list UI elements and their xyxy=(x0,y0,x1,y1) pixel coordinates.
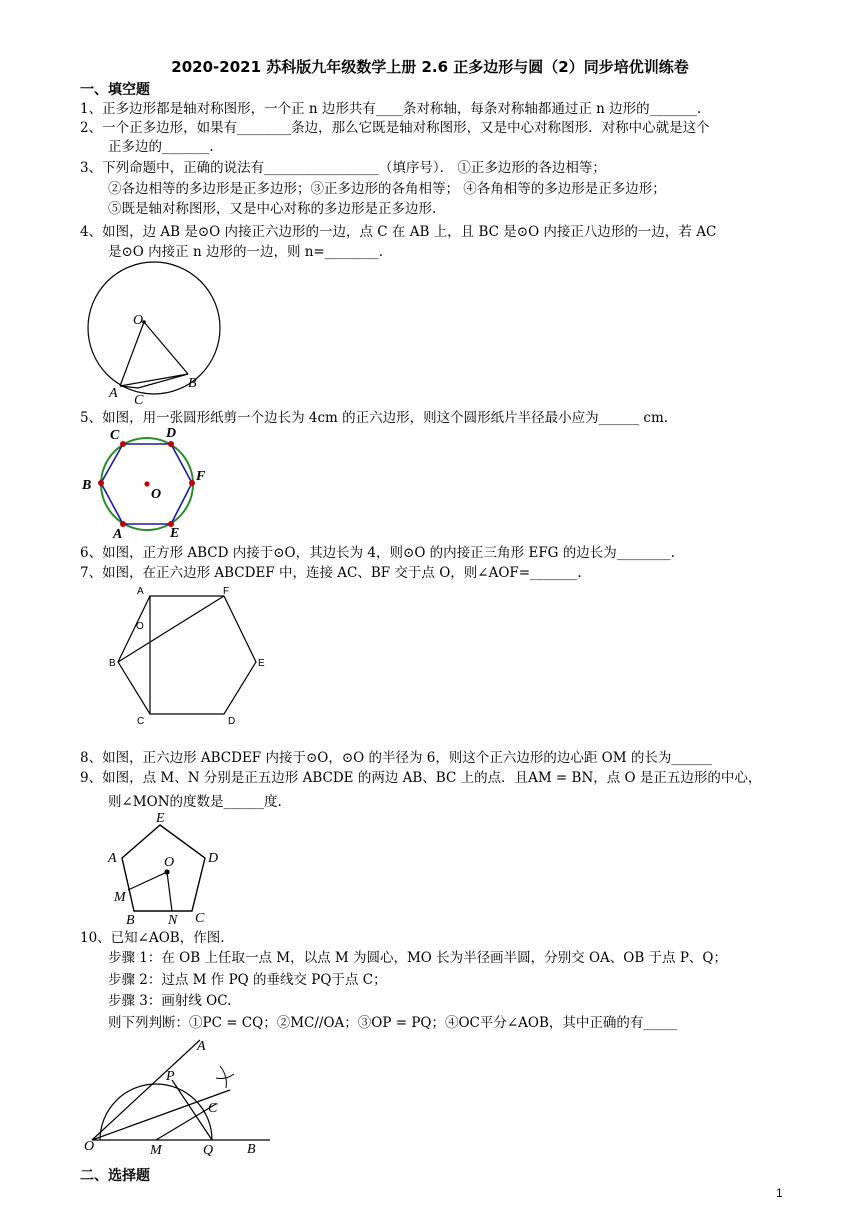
question-1: 1、正多边形都是轴对称图形，一个正 n 边形共有____条对称轴，每条对称轴都通过正 n 边形的_______. xyxy=(80,101,702,117)
figure-q10-label-q: Q xyxy=(203,1143,214,1158)
figure-q10-label-b: B xyxy=(247,1142,256,1157)
figure-q9-pentagon xyxy=(104,808,234,930)
figure-q9-label-b: B xyxy=(126,913,135,928)
question-4-line-2: 是⊙O 内接正 n 边形的一边，则 n=________. xyxy=(108,244,384,260)
figure-q9-label-d: D xyxy=(208,851,219,866)
figure-q4-circle xyxy=(76,260,236,410)
figure-q7-label-d: D xyxy=(228,716,236,727)
figure-q7-label-b: B xyxy=(109,658,116,669)
figure-q9-label-e: E xyxy=(156,811,165,826)
question-2-line-2: 正多边的_______. xyxy=(108,139,214,155)
section-fill-blank-heading: 一、填空题 xyxy=(80,82,150,98)
figure-q5-label-o: O xyxy=(151,487,162,502)
page-title: 2020-2021 苏科版九年级数学上册 2.6 正多边形与圆（2）同步培优训练卷 xyxy=(171,58,689,76)
figure-q5-hexagon-in-circle xyxy=(78,425,218,545)
figure-q4-label-c: C xyxy=(134,393,144,408)
figure-q7-hexagon xyxy=(104,582,274,732)
figure-q5-label-e: E xyxy=(170,526,180,541)
figure-q9-label-m: M xyxy=(114,890,126,905)
question-6: 6、如图，正方形 ABCD 内接于⊙O，其边长为 4，则⊙O 的内接正三角形 EFG 的边长为________. xyxy=(80,545,676,561)
question-5: 5、如图，用一张圆形纸剪一个边长为 4cm 的正六边形，则这个圆形纸片半径最小应为______ cm. xyxy=(80,410,669,426)
figure-q9-label-n: N xyxy=(168,913,178,928)
figure-q10-label-c: C xyxy=(208,1101,218,1116)
figure-q4-label-a: A xyxy=(109,386,118,401)
question-10-judgements: 则下列判断：①PC = CQ；②MC//OA；③OP = PQ；④OC平分∠AOB，其中正确的有_____ xyxy=(108,1015,678,1031)
section-multiple-choice-heading: 二、选择题 xyxy=(80,1168,150,1184)
question-9-line-1: 9、如图，点 M、N 分别是正五边形 ABCDE 的两边 AB、BC 上的点．且AM = BN，点 O 是正五边形的中心， xyxy=(80,770,762,786)
question-10-line-1: 10、已知∠AOB，作图. xyxy=(80,930,225,946)
page-number: 1 xyxy=(776,1186,783,1200)
figure-q10-construction xyxy=(80,1036,280,1160)
figure-q5-label-c: C xyxy=(110,428,120,443)
question-10-step-2: 步骤 2：过点 M 作 PQ 的垂线交 PQ于点 C； xyxy=(108,972,387,988)
question-3-line-2: ②各边相等的多边形是正多边形；③正多边形的各角相等； ④各角相等的多边形是正多边形； xyxy=(108,181,666,197)
question-10-step-3: 步骤 3：画射线 OC. xyxy=(108,993,232,1009)
figure-q7-label-c: C xyxy=(137,716,145,727)
question-8: 8、如图，正六边形 ABCDEF 内接于⊙O，⊙O 的半径为 6，则这个正六边形的边心距 OM 的长为______ xyxy=(80,750,712,766)
question-4-line-1: 4、如图，边 AB 是⊙O 内接正六边形的一边，点 C 在 AB 上，且 BC 是⊙O 内接正八边形的一边，若 AC xyxy=(80,224,717,240)
figure-q10-label-o: O xyxy=(84,1139,95,1154)
figure-q4-label-b: B xyxy=(188,376,197,391)
figure-q7-label-e: E xyxy=(258,658,265,669)
question-3-line-1: 3、下列命题中，正确的说法有_________________（填序号）． ①正多边形的各边相等； xyxy=(80,160,606,176)
figure-q9-label-c: C xyxy=(195,911,205,926)
question-9-line-2: 则∠MON的度数是______度. xyxy=(108,794,282,810)
figure-q4-label-o: O xyxy=(133,313,144,328)
figure-q10-label-p: P xyxy=(166,1069,175,1084)
figure-q7-label-o: O xyxy=(136,621,144,632)
question-7: 7、如图，在正六边形 ABCDEF 中，连接 AC、BF 交于点 O，则∠AOF=_______. xyxy=(80,565,582,581)
figure-q7-label-a: A xyxy=(137,586,144,597)
figure-q9-label-o: O xyxy=(164,855,175,870)
figure-q5-label-b: B xyxy=(82,478,92,493)
figure-q5-label-d: D xyxy=(166,426,177,441)
question-3-line-3: ⑤既是轴对称图形，又是中心对称的多边形是正多边形. xyxy=(108,201,437,217)
figure-q10-label-a: A xyxy=(197,1039,206,1054)
figure-q9-label-a: A xyxy=(108,851,117,866)
figure-q5-label-a: A xyxy=(113,527,123,542)
figure-q10-label-m: M xyxy=(150,1143,162,1158)
figure-q7-label-f: F xyxy=(223,586,230,597)
question-10-step-1: 步骤 1：在 OB 上任取一点 M，以点 M 为圆心，MO 长为半径画半圆，分别交 OA、OB 于点 P、Q； xyxy=(108,950,727,966)
figure-q5-label-f: F xyxy=(196,469,206,484)
question-2-line-1: 2、一个正多边形，如果有________条边，那么它既是轴对称图形，又是中心对称图形．对称中心就是这个 xyxy=(80,120,710,136)
